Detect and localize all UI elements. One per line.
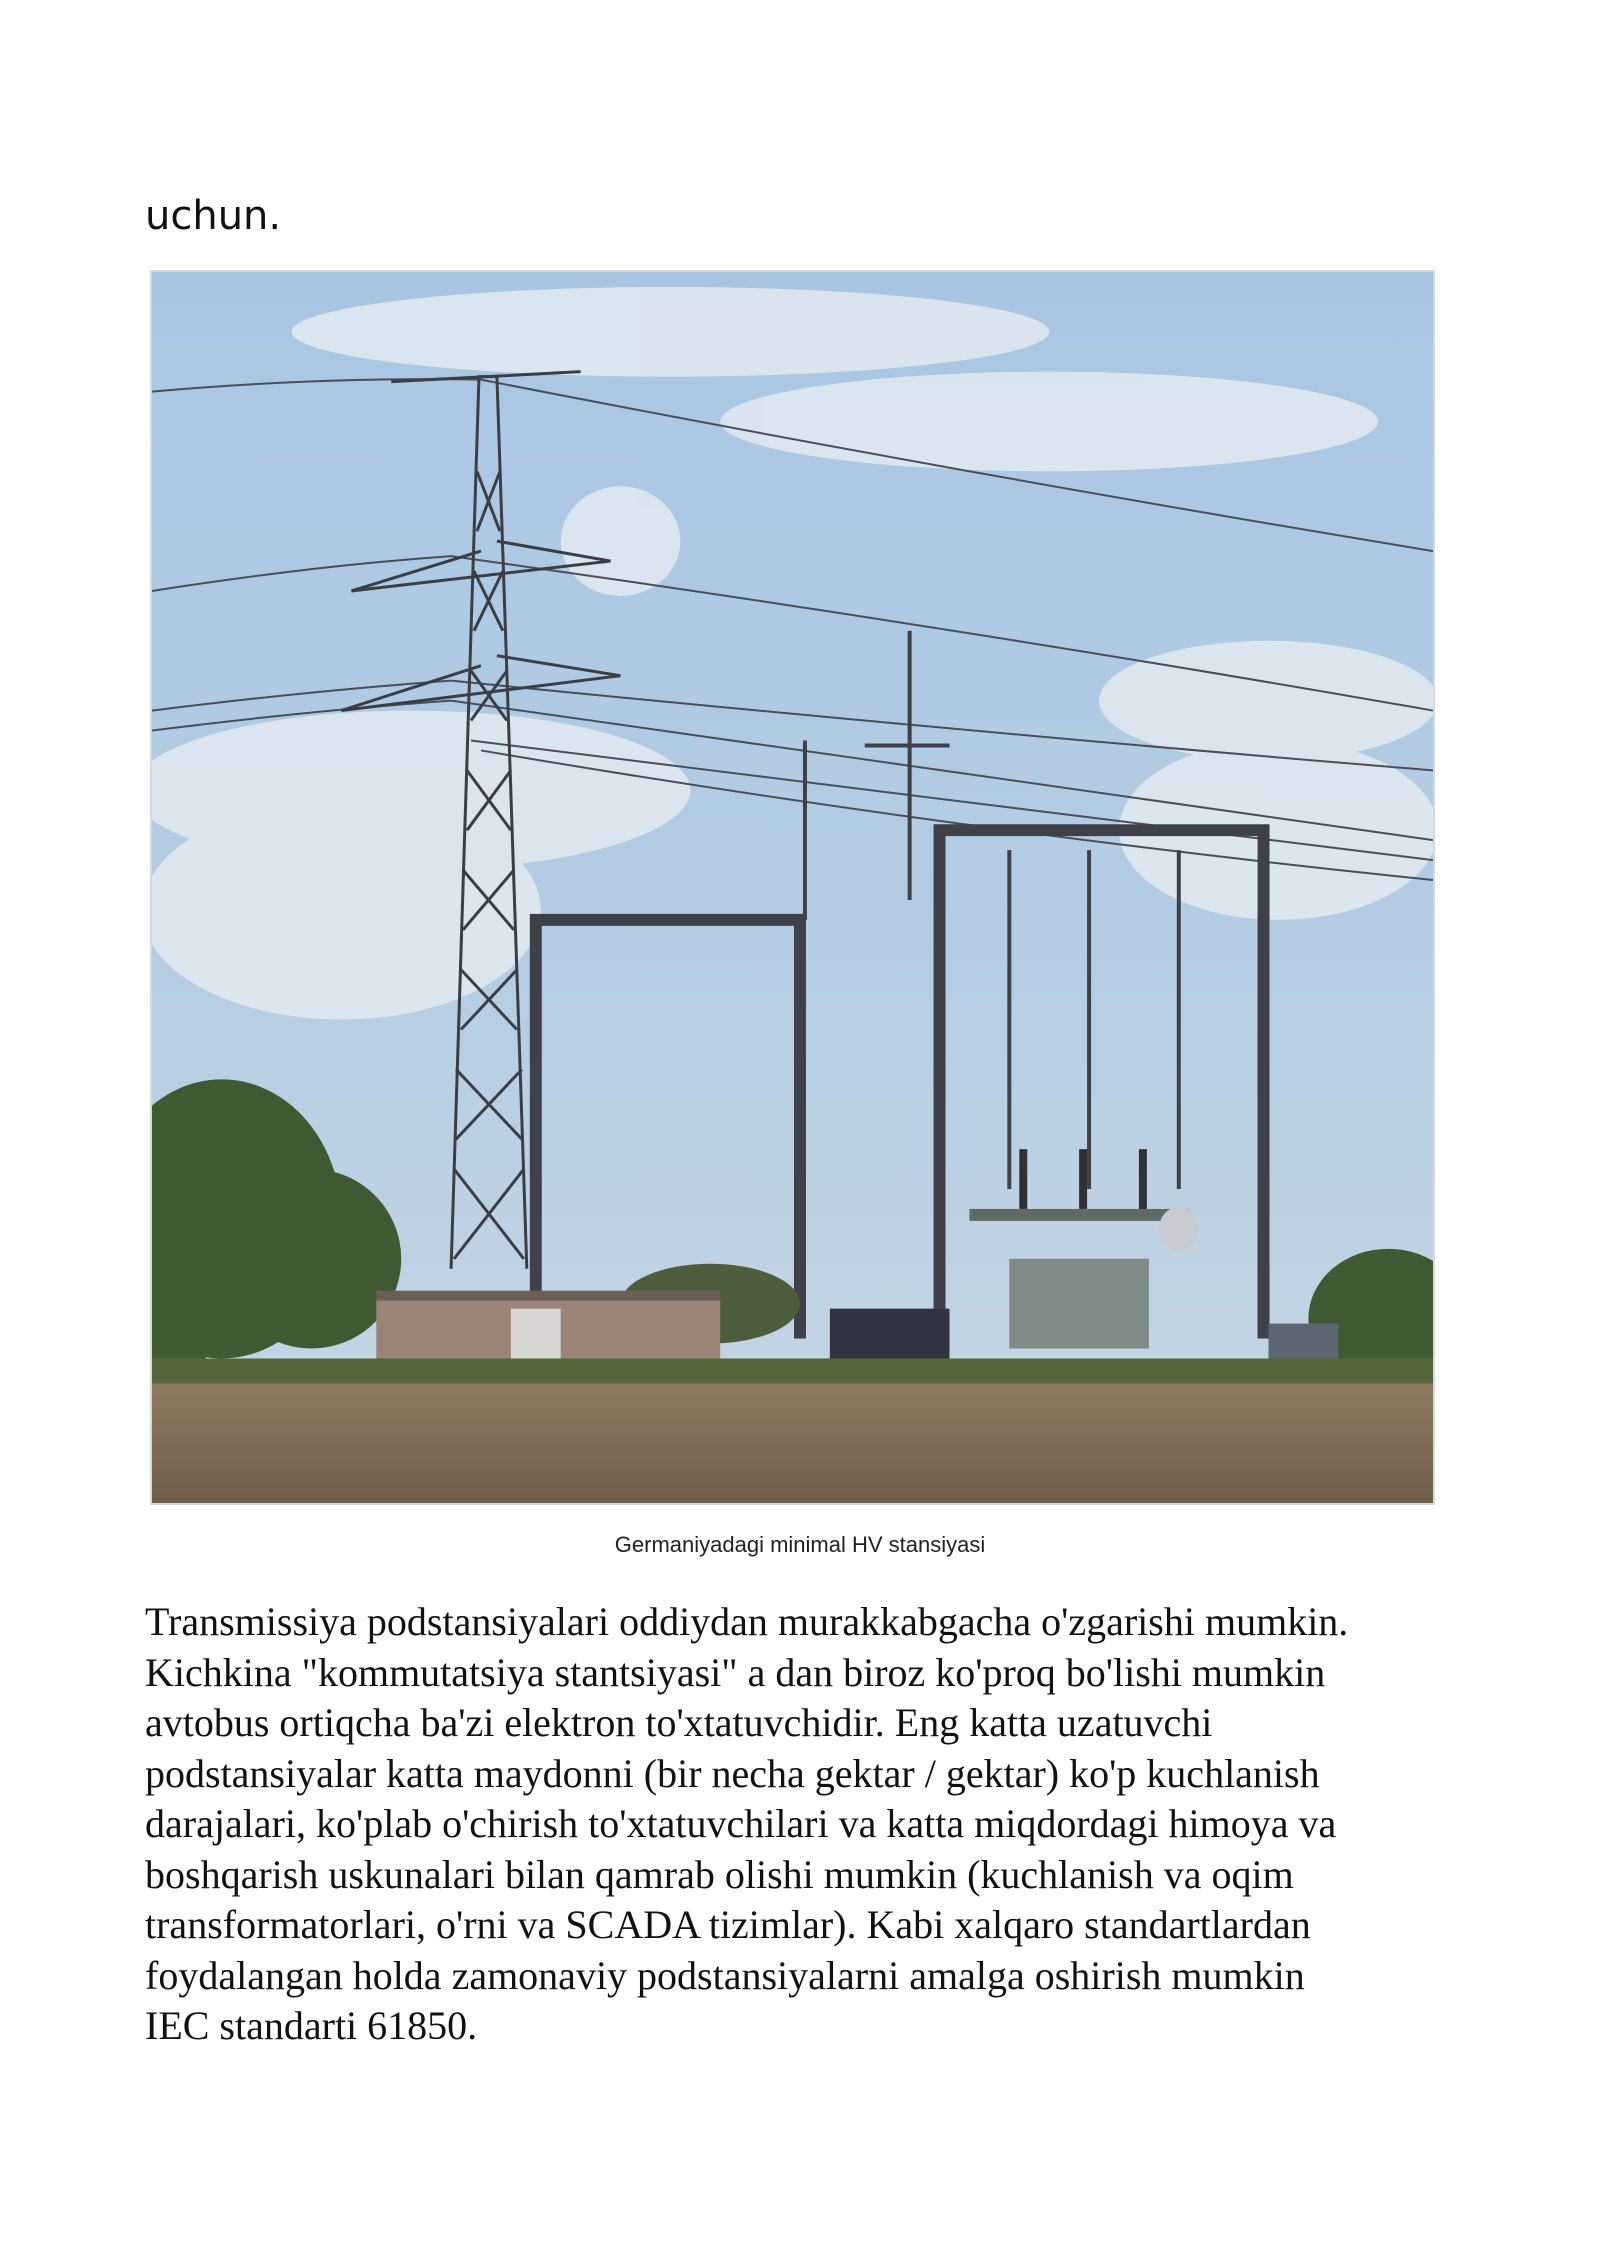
figure-caption: Germaniyadagi minimal HV stansiyasi: [614, 1532, 986, 1557]
paragraph-line: boshqarish uskunalari bilan qamrab olishi mumkin (kuchlanish va oqim: [145, 1851, 1294, 1897]
substation-photo: [150, 270, 1435, 1505]
paragraph-line: IEC standarti 61850.: [145, 2003, 478, 2048]
paragraph-line: podstansiyalar katta maydonni (bir necha gektar / gektar) ko'p kuchlanish: [145, 1750, 1320, 1796]
paragraph-line: avtobus ortiqcha ba'zi elektron to'xtatuvchidir. Eng katta uzatuvchi: [145, 1700, 1213, 1745]
paragraph-line: Kichkina "kommutatsiya stantsiyasi" a dan biroz ko'proq bo'lishi mumkin: [145, 1649, 1326, 1695]
paragraph-line: Transmissiya podstansiyalari oddiydan murakkabgacha o'zgarishi mumkin.: [145, 1599, 1349, 1644]
substation-illustration: [152, 272, 1433, 1503]
body-paragraph: [145, 1597, 1475, 2052]
field: [152, 1383, 1433, 1503]
lead-text: uchun.: [145, 193, 282, 239]
paragraph-line: transformatorlari, o'rni va SCADA tizimlar). Kabi xalqaro standartlardan: [145, 1902, 1311, 1947]
paragraph-line: foydalangan holda zamonaviy podstansiyalarni amalga oshirish mumkin: [145, 1952, 1305, 1998]
paragraph-line: darajalari, ko'plab o'chirish to'xtatuvchilari va katta miqdordagi himoya va: [145, 1801, 1337, 1846]
